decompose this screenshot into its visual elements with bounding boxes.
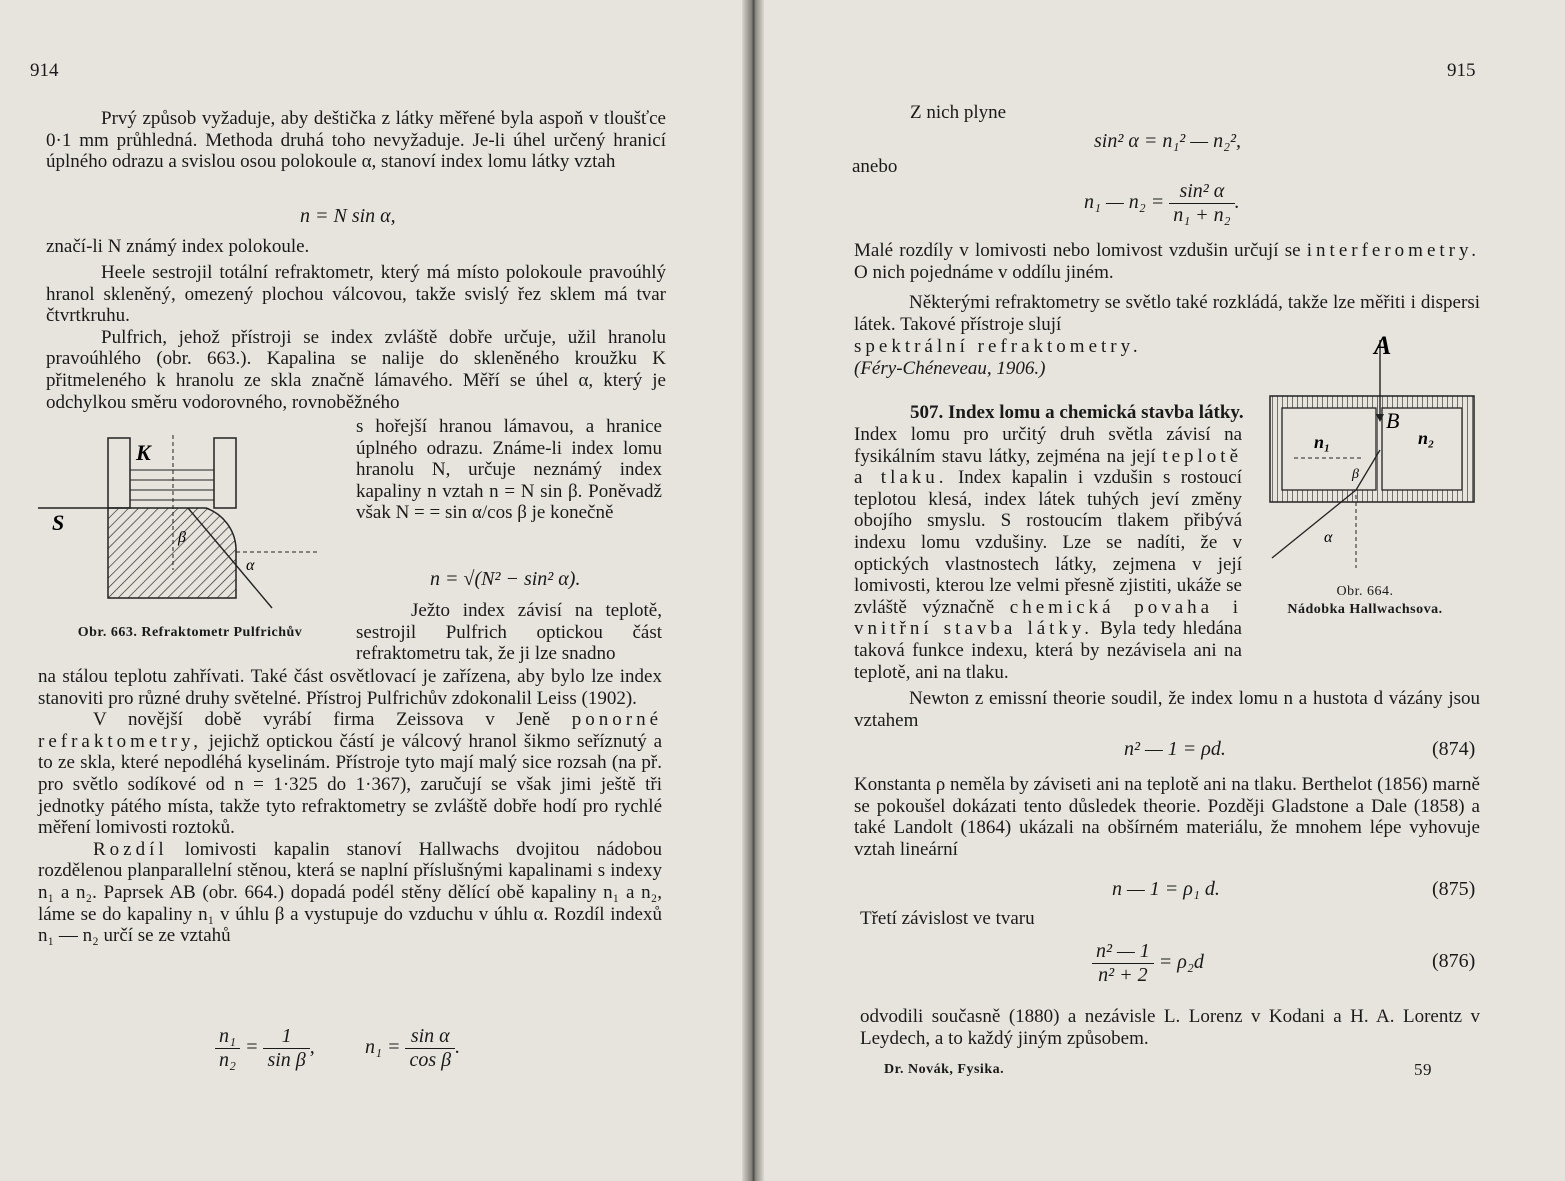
section-heading: 507. Index lomu a chemická stavba látky.: [910, 402, 1244, 423]
footer-signature: 59: [1414, 1060, 1432, 1079]
paragraph: Některými refraktometry se světlo také rozkládá, takže lze měřiti i dispersi látek. Takové přístroje slují: [854, 292, 1480, 335]
equation: n — 1 = ρ₁ d.: [1112, 878, 1220, 900]
numerator: sin α: [405, 1025, 455, 1049]
text-block: [854, 240, 1480, 283]
text-line: Třetí závislost ve tvaru: [860, 908, 1035, 929]
text-block: [854, 774, 1480, 860]
text-block-lower: [38, 666, 662, 947]
text-block: [854, 292, 1480, 335]
equation-lhs: n₁ — n₂ =: [1084, 191, 1165, 214]
text-run: Index kapalin i vzdušin s rostoucí teplotou klesá, index látek tuhých jeví změny obojího smyslu. S rostoucím tlakem přibývá indexu lomu vzdušiny. Lze se nadíti, že v optických vlastnostech látky, zejmena v její lomivosti, kterou lze velmi přesně zjistiti, ukáže se zvláště význačně: [854, 467, 1242, 618]
figure-caption: Obr. 664.: [1336, 584, 1394, 599]
figure-caption: Obr. 663. Refraktometr Pulfrichův: [77, 625, 303, 640]
equation-lhs: n₁ =: [365, 1036, 401, 1059]
paragraph: Prvý způsob vyžaduje, aby deštička z látky měřené byla aspoň v tloušťce 0·1 mm průhledná. Methoda druhá toho nevyžaduje. Je-li úhel určený hranicí úplného odrazu a svislou osou polokoule α, stanoví index lomu látky vztah: [46, 108, 666, 173]
text-run: lomivosti kapalin stanoví Hallwachs dvojitou nádobou rozdělenou planparallelní stěnou, která se naplní příslušnými kapalinami s indexy n₁ a n₂. Paprsek AB (obr. 664.) dopadá podél stěny dělící obě kapaliny n₁ a n₂, láme se do kapaliny n₁ v úhlu β a vystupuje do vzduchu v úhlu α. Rozdíl indexů n₁ — n₂ určí se ze vztahů: [38, 838, 663, 947]
text-block: [860, 1006, 1480, 1049]
equation-fraction: [1092, 940, 1204, 987]
paragraph: značí-li N známý index polokoule.: [46, 236, 310, 257]
figure-664-hallwachs-vessel: [1252, 330, 1482, 590]
page-number: 914: [30, 60, 59, 81]
equation: sin² α = n₁² — n₂²,: [1094, 130, 1242, 152]
spaced-term: ponorné refraktometry,: [38, 709, 663, 752]
figure-label-n2: n₂: [1418, 428, 1435, 448]
spaced-term: interferometry.: [1306, 240, 1481, 261]
figure-label-b: B: [1386, 408, 1400, 433]
text-line: Z nich plyne: [910, 102, 1007, 123]
numerator: sin² α: [1169, 180, 1234, 204]
footer-author: Dr. Novák, Fysika.: [884, 1062, 1005, 1077]
spaced-term: Rozdíl: [93, 838, 168, 860]
spaced-term: spektrální refraktometry.: [854, 336, 1142, 357]
figure-label-n1: n₁: [1314, 432, 1331, 452]
numerator: 1: [263, 1025, 309, 1049]
paragraph: na stálou teplotu zahřívati. Také část osvětlovací je zařízena, aby bylo lze index stanoviti pro různé druhy světelné. Přístroj Pulfrichův zdokonalil Leiss (1902).: [38, 666, 662, 709]
text-run: O nich pojednáme v oddílu jiném.: [854, 261, 1114, 283]
paragraph: Konstanta ρ neměla by záviseti ani na teplotě ani na tlaku. Berthelot (1856) marně se pokoušel dokázati tento důsledek theorie. Později Gladstone a Dale (1858) a také Landolt (1864) ukázali na obšírném materiálu, že mnohem lépe vyhovuje vztah lineární: [854, 774, 1480, 860]
figure-label-beta: β: [1352, 467, 1359, 482]
equation-ratio: n₁ = $\frac{\text{sin α}}{\text{cos β}}$ .: [365, 1025, 461, 1071]
text-block-heele: [46, 262, 666, 413]
denominator: cos β: [409, 1049, 452, 1071]
equation: n² — 1 = ρd.: [1124, 738, 1226, 760]
text-run: jejichž optickou částí je válcový hranol šikmo seříznutý a to ze skla, které nepodléhá kyselinám. Přístroje tyto mají malý sice rozsah (na př. pro světlo sodíkové od n = 1·325 do 1·367), zaručují se však jimi ještě tři jednotky pátého místa, takže tyto refraktometry se zvláště dobře hodí pro rychlé měření lomivosti roztoků.: [38, 730, 662, 839]
paragraph: Pulfrich, jehož přístroji se index zvláště dobře určuje, užil hranolu pravoúhlého (obr. 663.). Kapalina se nalije do skleněného kroužku K přitmeleného k hranolu ze skla značně lámavého. Měří se úhel α, který je odchylkou směru vodorovného, rovnoběžného: [46, 326, 666, 413]
text-block: [854, 688, 1480, 731]
text-run: Malé rozdíly v lomivosti nebo lomivost vzdušin určují se: [854, 240, 1301, 261]
denominator: n₂: [219, 1049, 236, 1071]
figure-label-alpha: α: [1324, 529, 1333, 546]
figure-label-s: S: [52, 510, 65, 535]
text-line: anebo: [852, 156, 898, 177]
figure-663-refractometer: [38, 430, 328, 630]
book-gutter: [742, 0, 764, 1181]
equation-number: (875): [1432, 878, 1476, 900]
spaced-term: teplotě a tlaku.: [854, 445, 1243, 489]
paragraph: odvodili současně (1880) a nezávisle L. Lorenz v Kodani a H. A. Lorentz v Leydech, a to každý jiným způsobem.: [860, 1006, 1480, 1049]
text-block-section: [854, 424, 1242, 683]
citation: (Féry-Chéneveau, 1906.): [854, 357, 1046, 379]
figure-label-beta: β: [178, 529, 186, 546]
equation: n = N sin α,: [300, 205, 396, 227]
side-text: s hořejší hranou lámavou, a hranice úplného odrazu. Známe-li index lomu hranolu N, určuje neznámý index kapaliny n vztah n = N sin β. Poněvadž však N = = sin α/cos β je konečně: [356, 416, 662, 524]
denominator: n² + 2: [1098, 964, 1148, 986]
figure-label-alpha: α: [246, 557, 255, 574]
equation-fraction: n₁ — n₂ = $\frac{\text{sin² α}}{\text{n₁ + n₂}}$ .: [1084, 180, 1240, 226]
paragraph: Ježto index závisí na teplotě, sestrojil Pulfrich optickou část refraktometru tak, že ji lze snadno: [356, 600, 662, 665]
numerator: n₁: [215, 1025, 240, 1049]
equation: n = √(N² − sin² α).: [430, 568, 581, 590]
paragraph: Heele sestrojil totální refraktometr, který má místo polokoule pravoúhlý hranol skleněný, omezený plochou válcovou, takže svislý řez sklem má tvar čtvrtkruhu.: [46, 262, 666, 327]
spaced-term: chemická povaha i vnitřní stavba látky.: [854, 596, 1243, 640]
text-block: [854, 336, 1254, 379]
figure-label-a: A: [1374, 331, 1392, 360]
left-page: [0, 0, 752, 1181]
right-page: [752, 0, 1565, 1181]
text-block-intro: [46, 108, 666, 173]
equation-rhs: = ρ₂d: [1158, 951, 1204, 974]
text-run: Index lomu pro určitý druh světla závisí na fysikálním stavu látky, zejména na její: [854, 424, 1242, 467]
denominator: sin β: [267, 1049, 306, 1071]
figure-label-k: K: [136, 440, 151, 465]
equation-ratio: $\frac{\text{n₁}}{\text{n₂}}$ = $\frac{1}{\text{sin β}}$ ,: [215, 1025, 315, 1072]
figure-caption: Nádobka Hallwachsova.: [1287, 602, 1443, 617]
numerator: n² — 1: [1092, 940, 1154, 964]
text-run: Byla tedy hledána taková funkce indexu, která by nezávisela ani na teplotě, ani na tlaku.: [854, 618, 1242, 683]
equation-number: (874): [1432, 738, 1476, 760]
denominator: n₁ + n₂: [1173, 204, 1231, 226]
equation-number: (876): [1432, 950, 1476, 972]
page-number: 915: [1447, 60, 1476, 81]
text-run: V novější době vyrábí firma Zeissova v Jeně: [93, 709, 551, 731]
side-text: [356, 600, 662, 665]
paragraph: Newton z emissní theorie soudil, že index lomu n a hustota d vázány jsou vztahem: [854, 688, 1480, 731]
